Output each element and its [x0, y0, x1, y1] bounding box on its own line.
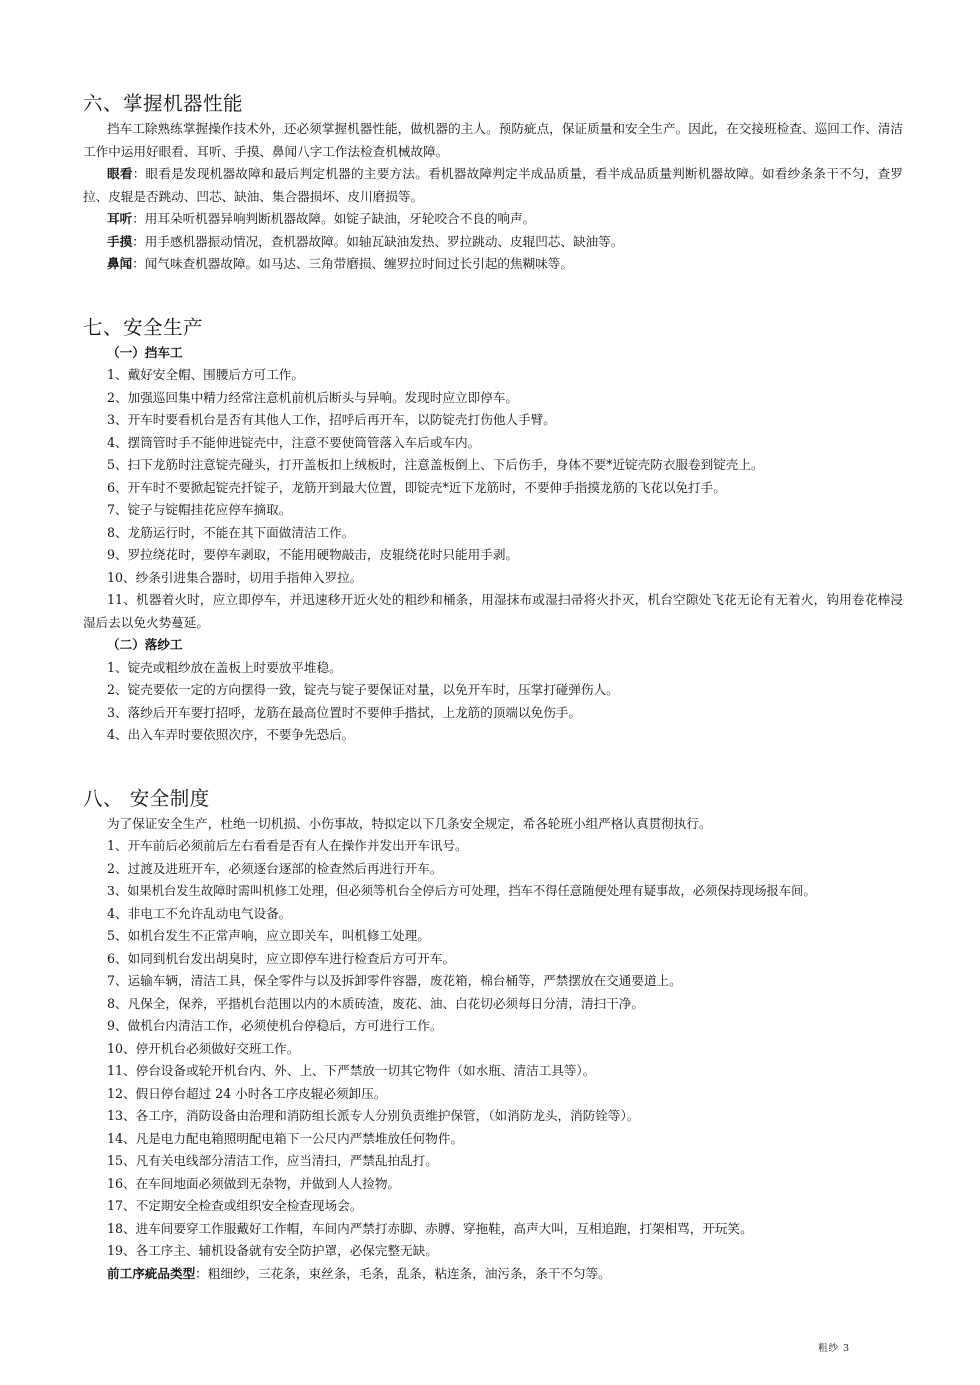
list-item: 11、机器着火时，应立即停车，并迅速移开近火处的粗纱和桶条，用湿抹布或湿扫帚将火扑灭，机台空隙处飞花无论有无着火，钩用卷花棒浸湿后去以免火势蔓延。 [83, 592, 903, 630]
list-item: 19、各工序主、辅机设备就有安全防护罩，必保完整无缺。 [107, 1243, 438, 1258]
list-item: 9、做机台内清洁工作，必须使机台停稳后，方可进行工作。 [107, 1018, 443, 1033]
list-item: 1、锭壳或粗纱放在盖板上时要放平堆稳。 [107, 659, 342, 675]
eye-paragraph [83, 163, 903, 208]
section-8-heading: 八、 安全制度 [83, 786, 210, 810]
section-6-intro: 挡车工除熟练掌握操作技术外，还必须掌握机器性能，做机器的主人。预防疵点，保证质量和安全生产。因此，在交接班检查、巡回工作、清洁工作中运用好眼看、耳听、手摸、鼻闻八字工作法检查机械故障。 [83, 121, 903, 159]
list-item: 8、凡保全，保养，平揩机台范围以内的木质砖渣，废花、油、白花切必须每日分清，清扫干净。 [107, 995, 644, 1011]
ear-term: 耳听 [107, 211, 133, 226]
list-item: 10、停开机台必须做好交班工作。 [107, 1040, 300, 1056]
eye-term: 眼看 [107, 166, 133, 181]
section-7-heading: 七、安全生产 [83, 315, 204, 339]
list-item: 4、摆筒管时手不能伸进锭壳中，注意不要使筒管落入车后或车内。 [107, 434, 481, 450]
section-8-intro: 为了保证安全生产，杜绝一切机损、小伤事故，特拟定以下几条安全规定，希各轮班小组严格认真贯彻执行。 [107, 815, 712, 831]
ear-paragraph [83, 208, 903, 231]
list-item: 15、凡有关电线部分清洁工作，应当清扫，严禁乱拍乱打。 [107, 1153, 438, 1168]
section-6-heading: 六、掌握机器性能 [83, 92, 244, 115]
list-item: 6、如同到机台发出胡臭时，应立即停车进行检查后方可开车。 [107, 950, 456, 966]
ear-text: ：用耳朵听机器异响判断机器故障。如锭子缺油，牙轮咬合不良的响声。 [132, 211, 536, 226]
list-item: 14、凡是电力配电箱照明配电箱下一公尺内严禁堆放任何物件。 [107, 1130, 464, 1146]
nose-text: ：闻气味查机器故障。如马达、三角带磨损、缠罗拉时间过长引起的焦糊味等。 [132, 256, 573, 271]
subsection-doffer-heading: （二）落纱工 [107, 637, 183, 652]
list-item: 8、龙筋运行时，不能在其下面做清洁工作。 [107, 524, 355, 540]
list-item: 2、加强巡回集中精力经常注意机前机后断头与异响。发现时应立即停车。 [107, 389, 519, 405]
list-item: 10、纱条引进集合器时，切用手指伸入罗拉。 [107, 569, 363, 585]
list-item: 11、停台设备或轮开机台内、外、上、下严禁放一切其它物件（如水瓶、清洁工具等）。 [107, 1063, 596, 1078]
list-item: 1、开车前后必须前后左右看看是否有人在操作并发出开车讯号。 [107, 838, 468, 853]
list-item: 1、戴好安全帽、围腰后方可工作。 [107, 367, 304, 382]
defect-types-term: 前工序疵品类型 [107, 1265, 196, 1281]
document-page [83, 90, 903, 1285]
hand-term: 手摸 [107, 233, 133, 249]
subsection-operator-heading: （一）挡车工 [107, 344, 183, 360]
list-item: 6、开车时不要掀起锭壳扦锭子，龙筋开到最大位置，即锭壳*近下龙筋时，不要伸手指摸龙筋的飞花以免打手。 [107, 479, 726, 495]
list-item: 7、运输车辆，清洁工具，保全零件与以及拆卸零件容器，废花箱，棉台桶等，严禁摆放在交通要道上。 [107, 973, 682, 988]
list-item: 4、非电工不允许乱动电气设备。 [107, 905, 292, 921]
list-item: 2、锭壳要依一定的方向摆得一致，锭壳与锭子要保证对量，以免开车时，压掌打碰弹伤人。 [107, 682, 619, 697]
list-item: 4、出入车弄时要依照次序，不要争先恐后。 [107, 727, 355, 742]
list-item: 7、锭子与锭帽挂花应停车摘取。 [107, 502, 292, 517]
list-item: 18、进车间要穿工作服戴好工作帽，车间内严禁打赤脚、赤膊、穿拖鞋，高声大叫，互相追跑，打架相骂，开玩笑。 [107, 1220, 753, 1236]
hand-text: ：用手感机器振动情况，查机器故障。如轴瓦缺油发热、罗拉跳动、皮辊凹芯、缺油等。 [132, 233, 624, 249]
list-item: 3、如果机台发生故障时需叫机修工处理，但必须等机台全停后方可处理，挡车不得任意随便处理有疑事故，必须保持现场报车间。 [107, 884, 816, 898]
list-item: 16、在车间地面必须做到无杂物，并做到人人捡物。 [107, 1175, 401, 1191]
list-item: 12、假日停台超过 24 小时各工序皮辊必须卸压。 [107, 1085, 387, 1101]
list-item: 9、罗拉绕花时，要停车剥取，不能用硬物敲击，皮辊绕花时只能用手剥。 [107, 547, 519, 562]
nose-term: 鼻闻 [107, 256, 133, 271]
list-item: 13、各工序，消防设备由治理和消防组长派专人分别负责维护保管，（如消防龙头，消防铨等）。 [107, 1108, 640, 1123]
list-item: 5、如机台发生不正常声响，应立即关车，叫机修工处理。 [107, 928, 430, 943]
list-item: 5、扫下龙筋时注意锭壳碰头，打开盖板扣上绒板时，注意盖板倒上、下后伤手，身体不要*近锭壳防衣服卷到锭壳上。 [107, 457, 764, 472]
hand-paragraph [83, 231, 903, 254]
list-item: 3、开车时要看机台是否有其他人工作，招呼后再开车，以防锭壳打伤他人手臂。 [107, 412, 556, 427]
list-item: 17、不定期安全检查或组织安全检查现场会。 [107, 1198, 363, 1213]
eye-text: ：眼看是发现机器故障和最后判定机器的主要方法。看机器故障判定半成品质量，看半成品质量判断机器故障。如看纱条条干不匀，查罗拉、皮辊是否跳动、凹芯、缺油、集合器损坏、皮川磨损等。 [83, 166, 904, 204]
defect-types-text: ：粗细纱，三花条，束丝条，毛条，乱条，粘连条，油污条，条干不匀等。 [195, 1265, 611, 1281]
list-item: 3、落纱后开车要打招呼，龙筋在最高位置时不要伸手揩拭，上龙筋的顶端以免伤手。 [107, 704, 581, 720]
list-item: 2、过渡及进班开车，必须逐台逐部的检查然后再进行开车。 [107, 860, 443, 876]
page-footer: 粗纱 3 [818, 1343, 851, 1354]
nose-paragraph [83, 253, 903, 276]
defect-types-paragraph [83, 1263, 903, 1286]
